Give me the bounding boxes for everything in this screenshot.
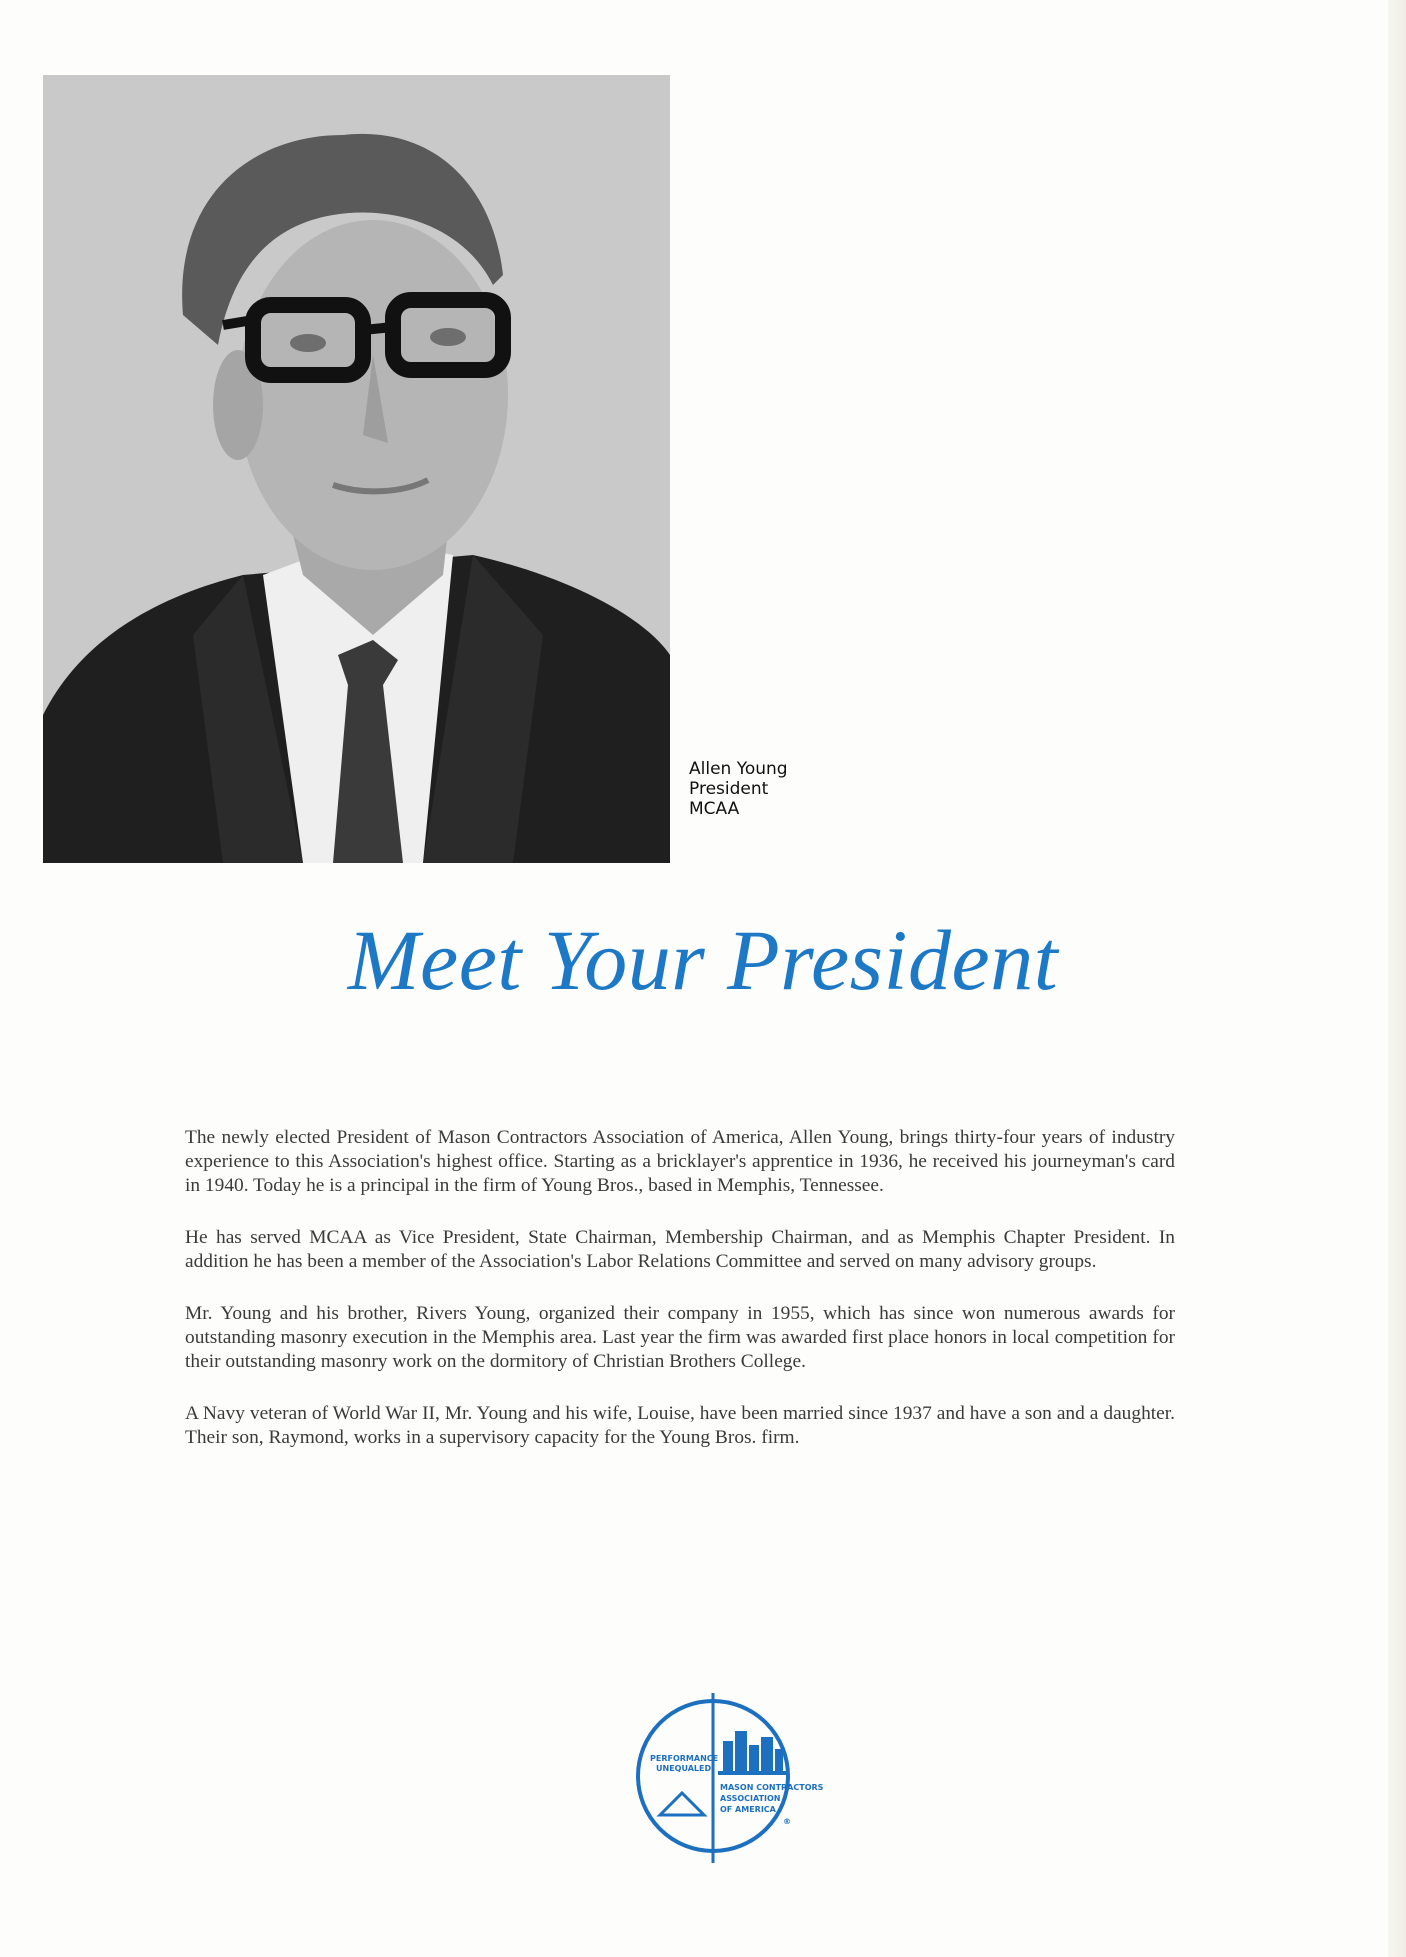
paragraph: A Navy veteran of World War II, Mr. Young and his wife, Louise, have been married since 1937 and have a son and a daughter. Their son, Raymond, works in a supervisory capacity for the Young Bros. firm. xyxy=(185,1403,1175,1448)
page-title: Meet Your President xyxy=(347,912,1059,1008)
paragraph: The newly elected President of Mason Contractors Association of America, Allen Young, brings thirty-four years of industry experience to this Association's highest office. Starting as a bricklayer's apprentice in 1936, he received his journeyman's card in 1940. Today he is a principal in the firm of Young Bros., based in Memphis, Tennessee. xyxy=(185,1127,1175,1196)
logo-right-text-2: ASSOCIATION xyxy=(720,1794,781,1803)
paragraph: He has served MCAA as Vice President, State Chairman, Membership Chairman, and as Memphis Chapter President. In addition he has been a member of the Association's Labor Relations Committee and served on many advisory groups. xyxy=(185,1227,1175,1272)
portrait-photo xyxy=(43,75,670,863)
mcaa-logo xyxy=(620,1683,824,1869)
mcaa-logo-graphic xyxy=(620,1683,824,1869)
logo-left-text-1: PERFORMANCE xyxy=(650,1754,719,1763)
logo-registered-mark: ® xyxy=(783,1817,791,1826)
caption-title: President xyxy=(689,779,769,799)
trowel-icon xyxy=(660,1793,704,1815)
article-body xyxy=(185,1126,1175,1478)
logo-right-text-1: MASON CONTRACTORS xyxy=(720,1783,824,1792)
logo-right-text-3: OF AMERICA xyxy=(720,1805,776,1814)
caption-name: Allen Young xyxy=(689,759,788,779)
logo-left-text-2: UNEQUALED xyxy=(656,1764,712,1773)
paragraph: Mr. Young and his brother, Rivers Young, organized their company in 1955, which has since won numerous awards for outstanding masonry execution in the Memphis area. Last year the firm was awarded first place honors in local competition for their outstanding masonry work on the dormitory of Christian Brothers College. xyxy=(185,1303,1175,1372)
portrait-illustration xyxy=(43,75,670,863)
photo-caption xyxy=(689,759,788,819)
caption-org: MCAA xyxy=(689,799,740,819)
